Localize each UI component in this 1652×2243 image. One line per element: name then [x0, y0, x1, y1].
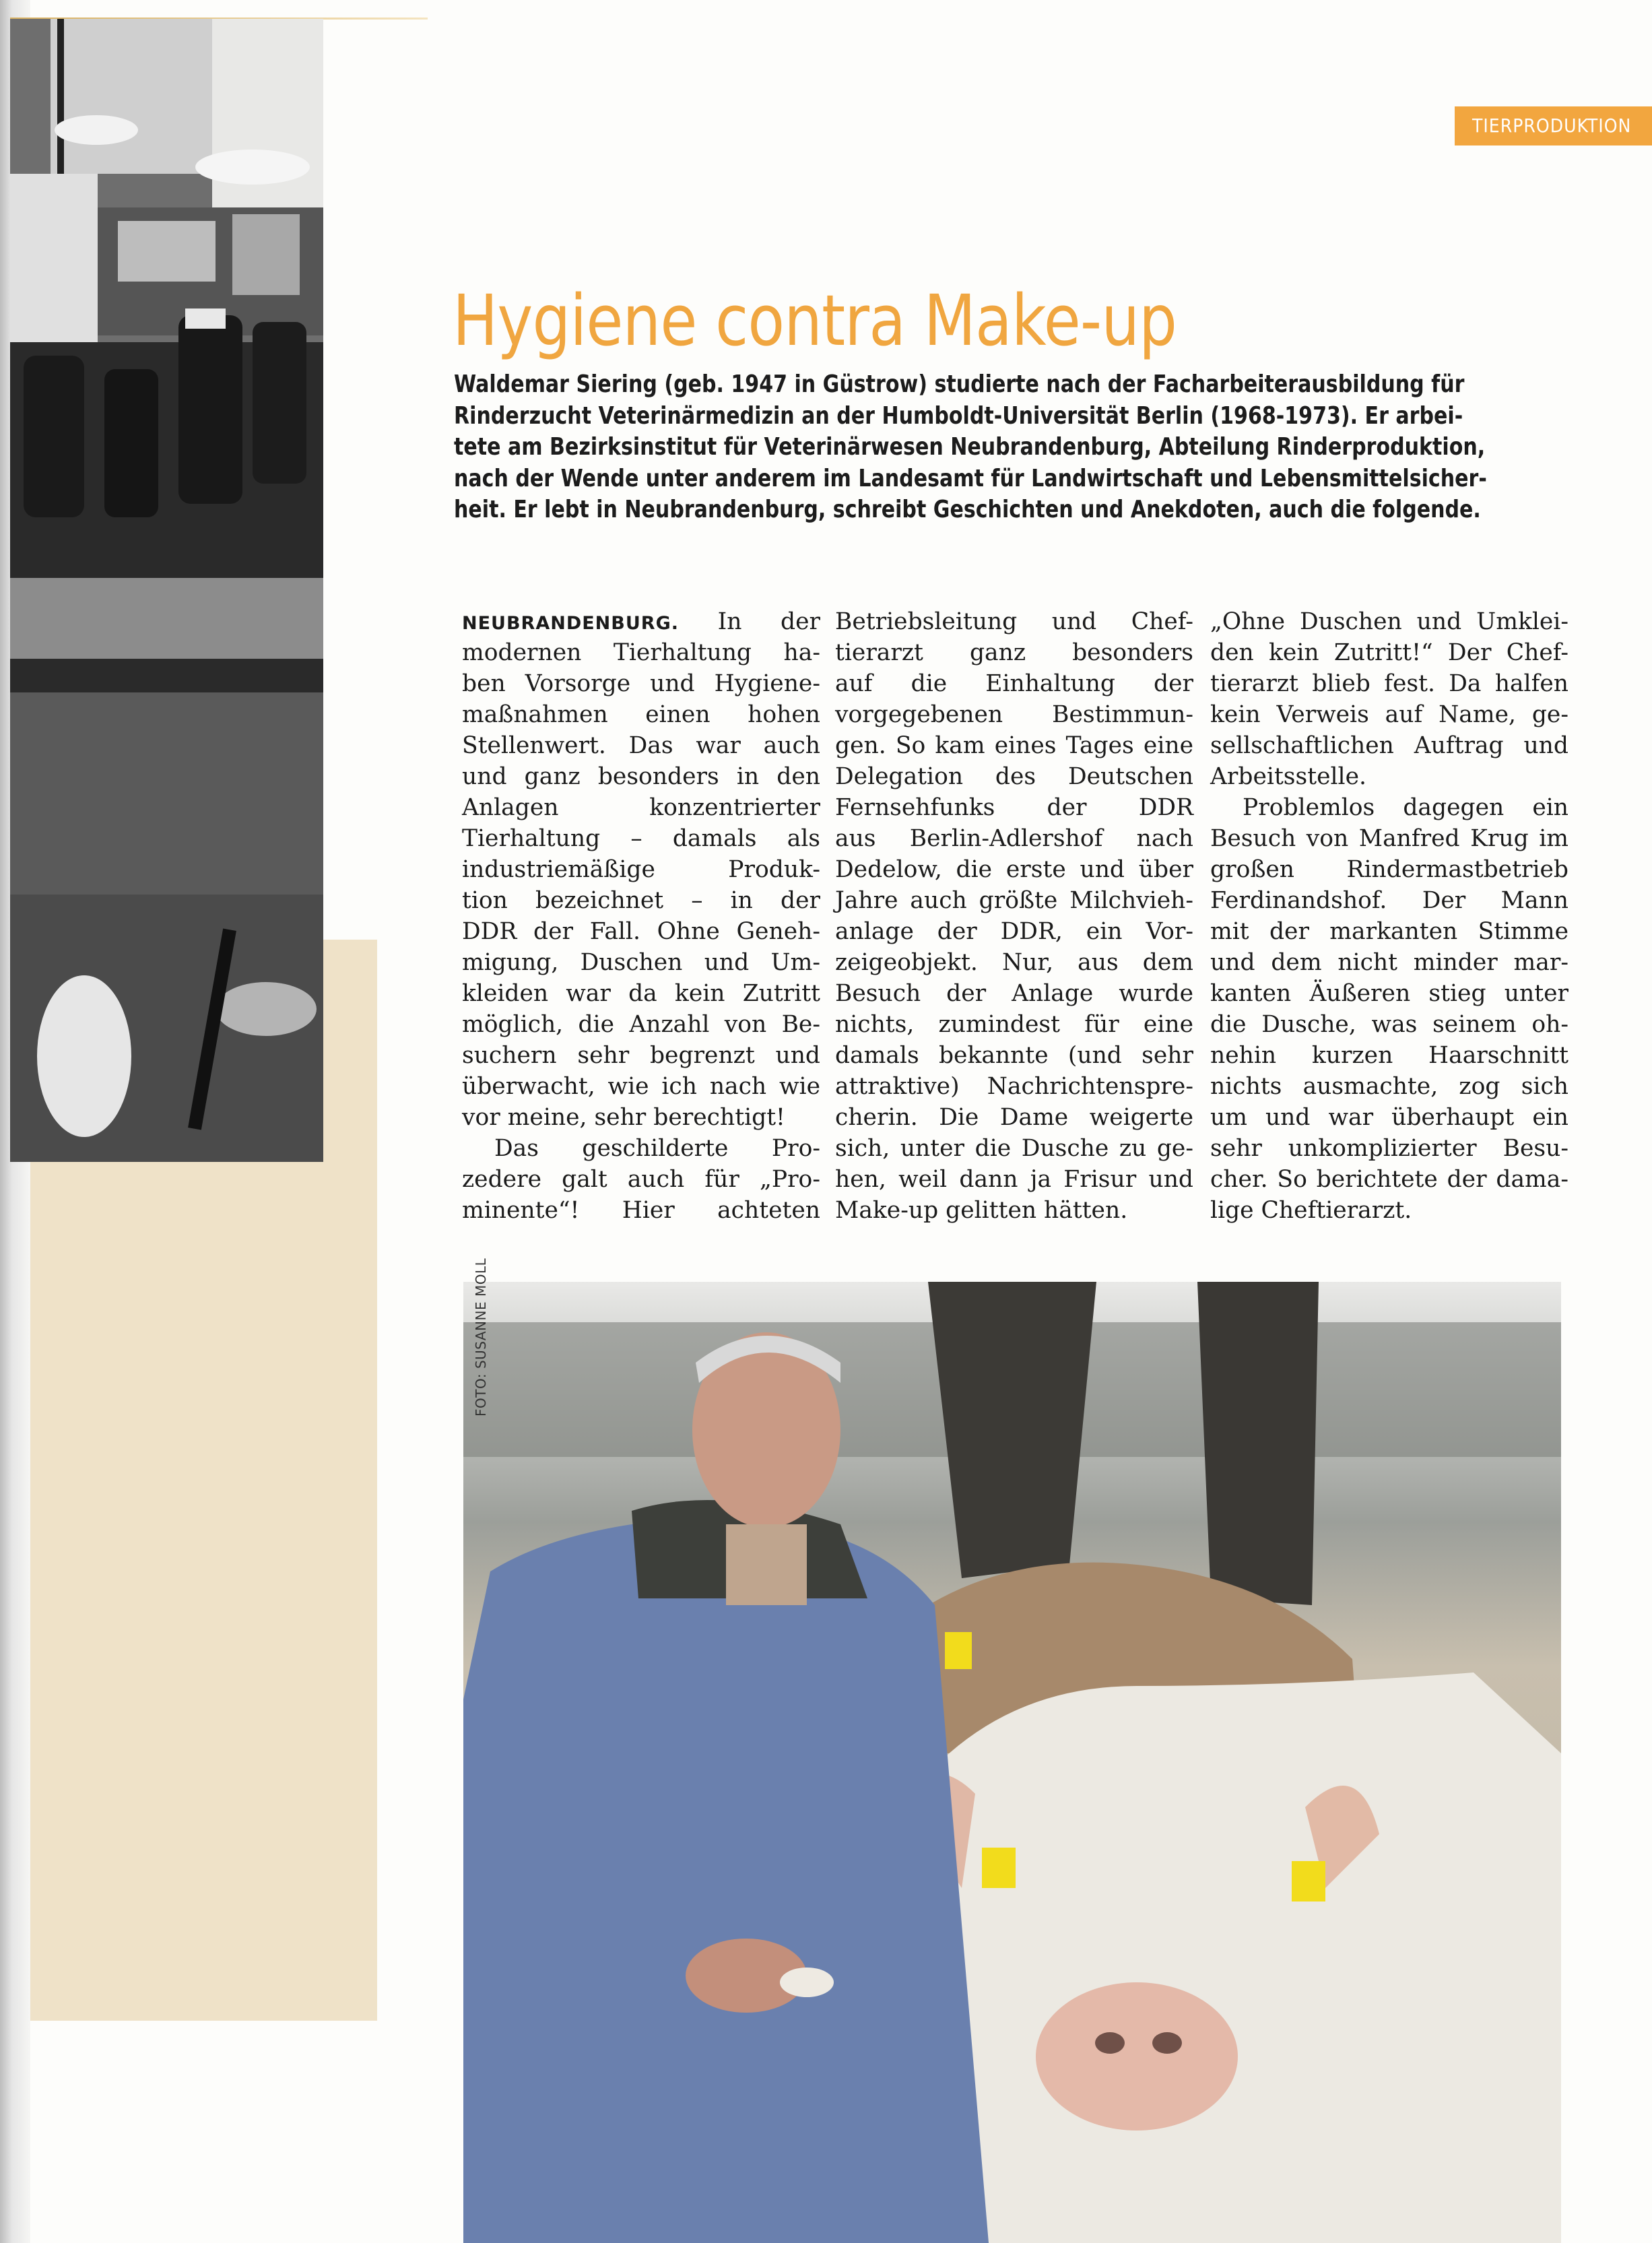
article-column-3 — [1210, 606, 1568, 1226]
text-line: lige Cheftierarzt. — [1210, 1197, 1412, 1224]
text-line: suchern sehr begrenzt und — [462, 1042, 820, 1069]
text-line: den kein Zutritt!“ Der Chef- — [1210, 639, 1568, 666]
article-column-1 — [462, 606, 820, 1226]
text-line: die Dusche, was seinem oh- — [1210, 1011, 1568, 1038]
text-line: ben Vorsorge und Hygiene- — [462, 670, 820, 697]
text-line: auf die Einhaltung der — [835, 670, 1193, 697]
text-line: Problemlos dagegen ein — [1243, 794, 1568, 821]
text-line: Anlagen konzentrierter — [462, 794, 820, 821]
text-line: migung, Duschen und Um- — [462, 949, 820, 976]
lab-photo — [10, 19, 323, 1162]
text-line: um und war überhaupt ein — [1210, 1104, 1568, 1131]
text-line: DDR der Fall. Ohne Geneh- — [462, 918, 820, 945]
text-line: tierarzt blieb fest. Da halfen — [1210, 670, 1568, 697]
text-line: zedere galt auch für „Pro- — [462, 1166, 820, 1193]
text-line: großen Rindermastbetrieb — [1210, 856, 1568, 883]
text-line: hen, weil dann ja Frisur und — [835, 1166, 1193, 1193]
intro-line: Rinderzucht Veterinärmedizin an der Humboldt-Universität Berlin (1968-1973). Er arbei- — [454, 401, 1463, 430]
intro-line: tete am Bezirksinstitut für Veterinärwesen Neubrandenburg, Abteilung Rinderproduktion, — [454, 433, 1486, 461]
text-line: anlage der DDR, ein Vor- — [835, 918, 1193, 945]
text-line: Das geschilderte Pro- — [494, 1135, 820, 1162]
text-line: damals bekannte (und sehr — [835, 1042, 1193, 1069]
text-line: Betriebsleitung und Chef- — [835, 608, 1193, 635]
text-line: industriemäßige Produk- — [462, 856, 820, 883]
text-line: und ganz besonders in den — [462, 763, 820, 790]
text-line: Arbeitsstelle. — [1210, 763, 1366, 790]
text-line: sich, unter die Dusche zu ge- — [835, 1135, 1193, 1162]
text-line: tierarzt ganz besonders — [835, 639, 1193, 666]
text-line: Jahre auch größte Milchvieh- — [835, 887, 1193, 914]
dateline: NEUBRANDENBURG. — [462, 613, 679, 634]
intro-line: nach der Wende unter anderem im Landesamt für Landwirtschaft und Lebensmittelsicher- — [454, 464, 1487, 492]
beige-panel-upper — [323, 940, 377, 1162]
headline: Hygiene contra Make-up — [453, 279, 1177, 362]
text-line: mit der markanten Stimme — [1210, 918, 1568, 945]
text-line: nehin kurzen Haarschnitt — [1210, 1042, 1568, 1069]
text-line: NEUBRANDENBURG. In der — [462, 608, 820, 635]
text-line: Besuch der Anlage wurde — [835, 980, 1193, 1007]
text-line: nichts, zumindest für eine — [835, 1011, 1193, 1038]
intro-line: Waldemar Siering (geb. 1947 in Güstrow) studierte nach der Facharbeiterausbildung für — [454, 370, 1465, 398]
text-line: Fernsehfunks der DDR — [835, 794, 1193, 821]
text-line: vorgegebenen Bestimmun- — [835, 701, 1193, 728]
text-line: kleiden war da kein Zutritt — [462, 980, 820, 1007]
text-line: attraktive) Nachrichtenspre- — [835, 1073, 1193, 1100]
text-line: minente“! Hier achteten — [462, 1197, 820, 1224]
text-line: Delegation des Deutschen — [835, 763, 1193, 790]
text-line: Besuch von Manfred Krug im — [1210, 825, 1568, 852]
text-line: sellschaftlichen Auftrag und — [1210, 732, 1568, 759]
article-column-2 — [835, 606, 1193, 1226]
photo-credit: FOTO: SUSANNE MOLL — [473, 1258, 489, 1417]
portrait-photo-with-cows — [463, 1282, 1561, 2243]
intro-line: heit. Er lebt in Neubrandenburg, schreibt Geschichten und Anekdoten, auch die folgende. — [454, 496, 1481, 523]
intro-paragraph — [454, 369, 1558, 526]
text-line: kein Verweis auf Name, ge- — [1210, 701, 1568, 728]
text-line: „Ohne Duschen und Umklei- — [1210, 608, 1568, 635]
text-line: gen. So kam eines Tages eine — [835, 732, 1193, 759]
text-line: und dem nicht minder mar- — [1210, 949, 1568, 976]
text-line: Dedelow, die erste und über — [835, 856, 1193, 883]
text-line: modernen Tierhaltung ha- — [462, 639, 820, 666]
text-line: cherin. Die Dame weigerte — [835, 1104, 1193, 1131]
text-line: zeigeobjekt. Nur, aus dem — [835, 949, 1193, 976]
text-line: sehr unkomplizierter Besu- — [1210, 1135, 1568, 1162]
section-tag: TIERPRODUKTION — [1455, 106, 1652, 145]
text-line: cher. So berichtete der dama- — [1210, 1166, 1568, 1193]
text-line: vor meine, sehr berechtigt! — [462, 1104, 785, 1131]
text-line: tion bezeichnet – in der — [462, 887, 820, 914]
beige-panel — [30, 1162, 377, 2021]
text-line: Ferdinandshof. Der Mann — [1210, 887, 1568, 914]
text-line: maßnahmen einen hohen — [462, 701, 820, 728]
text-line: Make-up gelitten hätten. — [835, 1197, 1128, 1224]
text-line: kanten Äußeren stieg unter — [1210, 980, 1568, 1007]
text-line: Tierhaltung – damals als — [462, 825, 820, 852]
text-line: aus Berlin-Adlershof nach — [835, 825, 1193, 852]
text-line: möglich, die Anzahl von Be- — [462, 1011, 820, 1038]
text-line: nichts ausmachte, zog sich — [1210, 1073, 1568, 1100]
text-line: Stellenwert. Das war auch — [462, 732, 820, 759]
text-line: überwacht, wie ich nach wie — [462, 1073, 820, 1100]
